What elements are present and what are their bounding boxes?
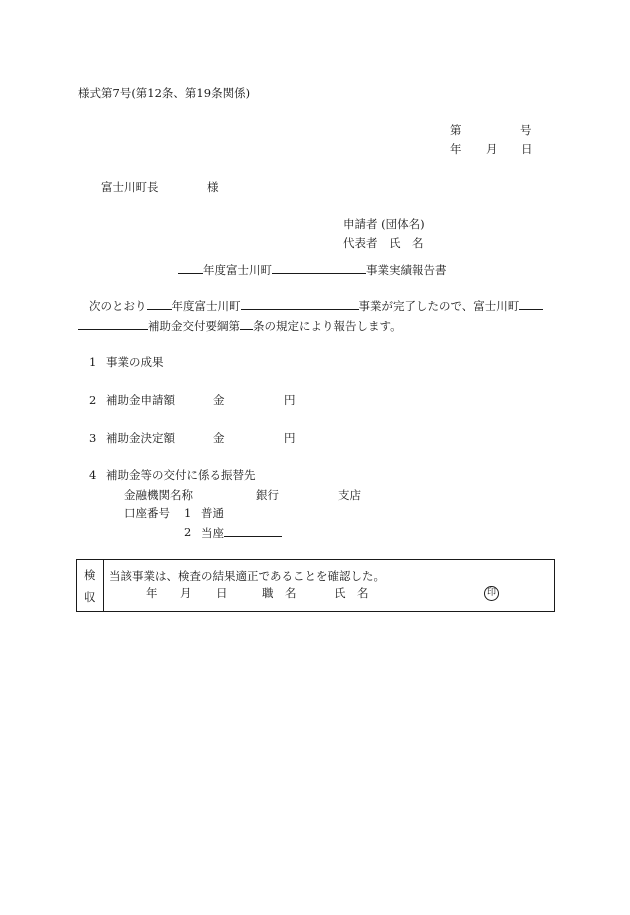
body-text-1b: 年度富士川町 (171, 299, 241, 313)
account-type-1-number: 1 (184, 506, 192, 520)
inspection-name: 氏 名 (334, 586, 369, 600)
account-number-label: 口座番号 (124, 506, 170, 520)
item-2-kin: 金 (213, 393, 225, 407)
body-year-blank[interactable] (147, 298, 172, 310)
item-3-number: 3 (89, 431, 97, 445)
body-text-1a: 次のとおり (89, 299, 147, 313)
applicant-rep: 代表者 氏 名 (343, 236, 424, 250)
branch-suffix: 支店 (338, 488, 361, 502)
addressee-honorific: 様 (207, 180, 219, 194)
item-1-number: 1 (89, 355, 97, 369)
seal-icon: 印 (484, 586, 499, 601)
inspection-year: 年 (146, 586, 158, 600)
inspection-statement: 当該事業は、検査の結果適正であることを確認した。 (109, 569, 385, 583)
item-1-label: 事業の成果 (106, 355, 164, 369)
account-type-ordinary: 普通 (201, 506, 224, 520)
inspection-label-bottom: 収 (84, 590, 96, 604)
inspection-month: 月 (180, 586, 192, 600)
applicant-org: 申請者 (団体名) (343, 217, 425, 231)
body-text-2b: 条の規定により報告します。 (253, 319, 402, 333)
item-3-yen: 円 (284, 431, 296, 445)
body-program-blank[interactable] (519, 298, 543, 310)
item-4-label: 補助金等の交付に係る振替先 (106, 468, 256, 482)
project-name-blank[interactable] (272, 262, 366, 274)
bank-suffix: 銀行 (256, 488, 279, 502)
doc-no-dai: 第 (450, 123, 462, 137)
addressee-name: 富士川町長 (101, 180, 159, 194)
doc-no-go: 号 (520, 123, 532, 137)
account-type-current (201, 525, 282, 540)
body-line-2 (78, 318, 402, 333)
body-article-blank[interactable] (240, 318, 253, 330)
report-title (178, 262, 447, 277)
body-text-1c: 事業が完了したので、富士川町 (358, 299, 520, 313)
inspection-post: 職 名 (262, 586, 297, 600)
date-day: 日 (521, 142, 533, 156)
form-number: 様式第7号(第12条、第19条関係) (78, 86, 251, 100)
item-4-number: 4 (89, 468, 97, 482)
date-year: 年 (450, 142, 462, 156)
fiscal-year-blank[interactable] (178, 262, 203, 274)
body-program-blank-2[interactable] (78, 318, 148, 330)
account-number-blank[interactable] (224, 525, 282, 537)
title-part1: 年度富士川町 (203, 263, 272, 277)
account-type-current-label: 当座 (201, 526, 224, 540)
bank-name-label: 金融機関名称 (124, 488, 193, 502)
account-type-2-number: 2 (184, 525, 192, 539)
item-2-yen: 円 (284, 393, 296, 407)
body-project-blank[interactable] (241, 298, 359, 310)
body-line-1 (89, 298, 543, 313)
item-2-label: 補助金申請額 (106, 393, 175, 407)
body-text-2a: 補助金交付要綱第 (148, 319, 240, 333)
inspection-day: 日 (216, 586, 228, 600)
title-part2: 事業実績報告書 (366, 263, 447, 277)
inspection-label-top: 検 (84, 568, 96, 582)
date-month: 月 (486, 142, 498, 156)
item-2-number: 2 (89, 393, 97, 407)
item-3-kin: 金 (213, 431, 225, 445)
item-3-label: 補助金決定額 (106, 431, 175, 445)
